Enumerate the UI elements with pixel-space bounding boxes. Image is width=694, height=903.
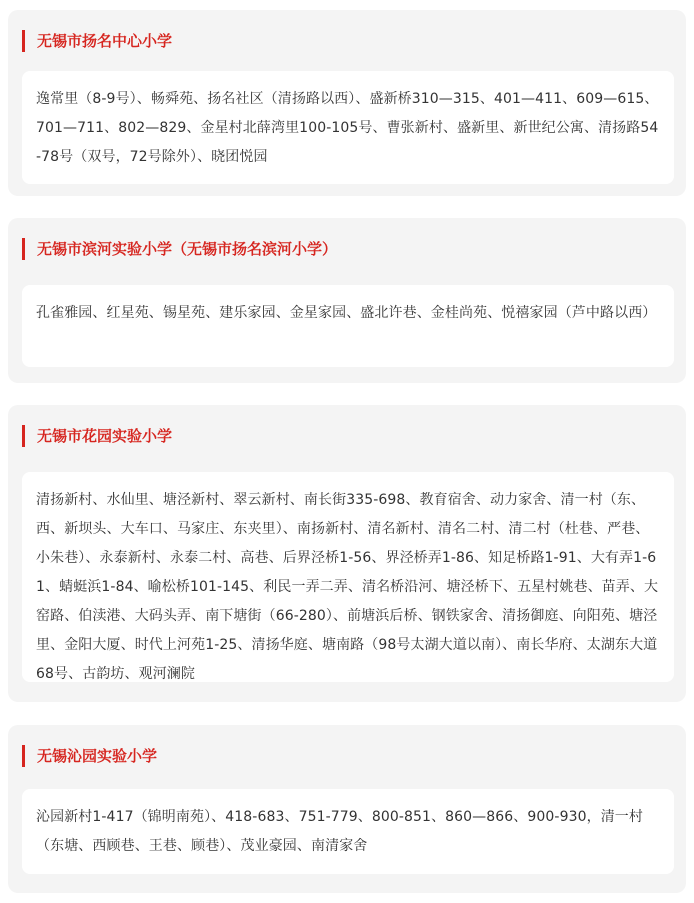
section-header xyxy=(22,745,157,767)
address-list: 孔雀雅园、红星苑、锡星苑、建乐家园、金星家园、盛北许巷、金桂尚苑、悦禧家园（芦中路以西） xyxy=(36,305,657,321)
school-section-garden-experimental xyxy=(8,405,686,702)
address-card xyxy=(22,789,674,874)
address-list: 清扬新村、水仙里、塘泾新村、翠云新村、南长街335-698、教育宿舍、动力家舍、清一村（东、西、新坝头、大车口、马家庄、东夹里）、南扬新村、清名新村、清名二村、清二村（杜巷、严巷、小朱巷）、永泰新村、永泰二村、高巷、后界泾桥1-56、界泾桥弄1-86、知足桥路1-91、大有弄1-61、蜻蜓浜1-84、喻松桥101-145、利民一弄二弄、清名桥沿河、塘泾桥下、五星村姚巷、苗弄、大窑路、伯渎港、大码头弄、南下塘街（66-280）、前塘浜后桥、钢铁家舍、清扬御庭、向阳苑、塘泾里、金阳大厦、时代上河苑1-25、清扬华庭、塘南路（98号太湖大道以南）、南长华府、太湖东大道68号、古韵坊、观河澜院 xyxy=(36,492,659,682)
accent-bar xyxy=(22,745,25,767)
school-title: 无锡市滨河实验小学（无锡市扬名滨河小学） xyxy=(37,240,338,258)
accent-bar xyxy=(22,238,25,260)
address-card xyxy=(22,71,674,184)
accent-bar xyxy=(22,30,25,52)
school-section-qinyuan-experimental xyxy=(8,725,686,893)
section-header xyxy=(22,238,337,260)
address-list: 逸常里（8-9号）、畅舜苑、扬名社区（清扬路以西）、盛新桥310—315、401—411、609—615、701—711、802—829、金星村北薛湾里100-105号、曹张新村、盛新里、新世纪公寓、清扬路54-78号（双号，72号除外）、晓团悦园 xyxy=(36,91,659,165)
school-title: 无锡市扬名中心小学 xyxy=(37,32,173,50)
school-title: 无锡沁园实验小学 xyxy=(37,747,158,765)
address-card xyxy=(22,472,674,682)
section-header xyxy=(22,30,172,52)
school-section-yangming-center xyxy=(8,10,686,196)
address-list: 沁园新村1-417（锦明南苑）、418-683、751-779、800-851、860—866、900-930，清一村（东塘、西顾巷、王巷、顾巷）、茂业豪园、南清家舍 xyxy=(36,809,644,854)
school-section-binhe-experimental xyxy=(8,218,686,383)
section-header xyxy=(22,425,172,447)
school-title: 无锡市花园实验小学 xyxy=(37,427,173,445)
address-card xyxy=(22,285,674,367)
accent-bar xyxy=(22,425,25,447)
